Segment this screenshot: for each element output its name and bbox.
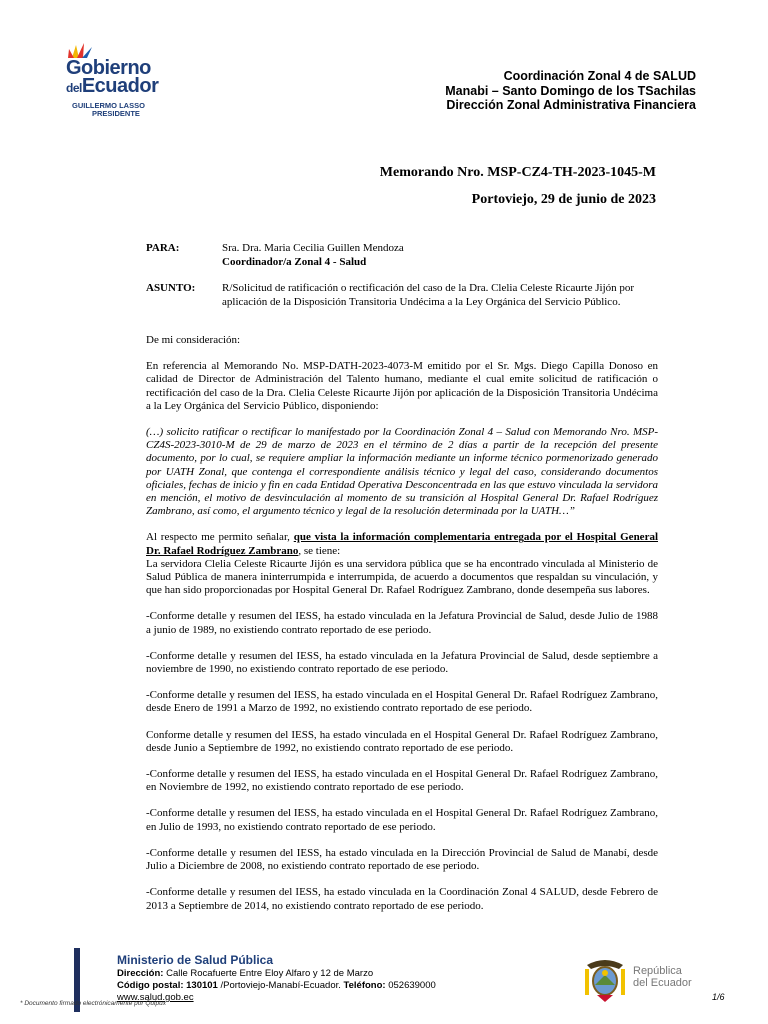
list-item: -Conforme detalle y resumen del IESS, ha estado vinculada en la Jefatura Provincial de Salud, desde septiembre a noviembre de 1990, no existiendo contrato reportado de ese periodo.: [146, 649, 658, 676]
list-item: -Conforme detalle y resumen del IESS, ha estado vinculada en la Dirección Provincial de Salud de Manabí, desde Julio a Diciembre de 2008, no existiendo contrato reportado de ese periodo.: [146, 846, 658, 873]
para-block: [222, 241, 662, 269]
para-label: PARA:: [146, 242, 180, 254]
logo-word-gobierno: Gobierno: [66, 57, 151, 79]
page-number: 1/6: [712, 992, 725, 1002]
paragraph-employee: La servidora Clelia Celeste Ricaurte Jijón es una servidora pública que se ha encontrado vinculada al Ministerio de Salud Pública de manera ininterrumpida e interrumpida, de acuerdo a documentos que respaldan su vinculación, y que han sido proporcionadas por Hospital General Dr. Rafael Rodríguez Zambrano, donde desempeña sus labores.: [146, 557, 658, 597]
memo-body: [146, 334, 658, 926]
paragraph-reference: En referencia al Memorando No. MSP-DATH-2023-4073-M emitido por el Sr. Mgs. Diego Capilla Donoso en calidad de Director de Administración del Talento humano, mediante el cual emite solicitud de ratificación o rectificación del caso de la Dra. Clelia Celeste Ricaurte Jijón por aplicación de la Disposición Transitoria Undécima a la Ley Orgánica del Servicio Público, disponiendo:: [146, 360, 658, 412]
footer-address: Dirección: Calle Rocafuerte Entre Eloy Alfaro y 12 de Marzo: [117, 968, 374, 979]
list-item: -Conforme detalle y resumen del IESS, ha estado vinculada en el Hospital General Dr. Rafael Rodríguez Zambrano, en Julio de 1993, no existiendo contrato reportado de ese periodo.: [146, 807, 658, 833]
gobierno-logo: [60, 44, 180, 118]
republica-logo: [583, 955, 703, 1005]
list-item: Conforme detalle y resumen del IESS, ha estado vinculada en el Hospital General Dr. Rafael Rodríguez Zambrano, desde Junio a Septiembre de 1992, no existiendo contrato reportado de ese periodo.: [146, 728, 658, 754]
logo-word-ecuador: delEcuador: [66, 75, 159, 97]
asunto-label: ASUNTO:: [146, 282, 196, 294]
letterhead-line-3: Dirección Zonal Administrativa Financiera: [446, 98, 696, 112]
list-item: -Conforme detalle y resumen del IESS, ha estado vinculada en el Hospital General Dr. Rafael Rodríguez Zambrano, en Noviembre de 1992, no existiendo contrato reportado de ese periodo.: [146, 768, 658, 794]
list-item: -Conforme detalle y resumen del IESS, ha estado vinculada en la Jefatura Provincial de Salud, desde Julio de 1988 a junio de 1989, no existiendo contrato reportado de ese periodo.: [146, 610, 658, 636]
asunto-text: R/Solicitud de ratificación o rectificación del caso de la Dra. Clelia Celeste Ricaurte Jijón por aplicación de la Disposición Transitoria Undécima a la Ley Orgánica del Servicio Público.: [222, 282, 635, 308]
footer-contact: [117, 953, 436, 1004]
letterhead-line-2: Manabi – Santo Domingo de los TSachilas: [445, 83, 696, 98]
coat-of-arms-icon: [583, 955, 627, 1003]
footer-postal: Código postal: 130101 /Portoviejo-Manabí-Ecuador. Teléfono: 052639000: [117, 980, 436, 991]
quoted-request: (…) solicito ratificar o rectificar lo manifestado por la Coordinación Zonal 4 – Salud con Memorando Nro. MSP-CZ4S-2023-3010-M de 29 de marzo de 2023 en el término de 2 días a partir de la recepción del presente documento, por lo cual, se requiere ampliar la información mediante un informe técnico pormenorizado generado por UATH Zonal, que contenga el correspondiente análisis técnico y legal del caso, considerando documentos oficiales, fechas de inicio y fin en cada Entidad Operativa Desconcentrada en las que estuvo vinculada la servidora en mención, el motivo de desvinculación al momento de su transición al Hospital General Dr. Rafael Rodríguez Zambrano, así como, el argumento técnico y legal de la resolución determinada por la UATH…”: [146, 426, 658, 518]
signature-note: * Documento firmado electrónicamente por Quipux: [20, 1000, 166, 1007]
paragraph-finding: Al respecto me permito señalar, que vista la información complementaria entregada por el Hospital General Dr. Rafael Rodríguez Zambrano, se tiene:: [146, 531, 659, 557]
republica-wordmark: República del Ecuador: [633, 965, 692, 989]
letterhead-line-1: Coordinación Zonal 4 de SALUD: [503, 69, 696, 83]
recipient-name: Sra. Dra. Maria Cecilia Guillen Mendoza: [222, 242, 404, 254]
ministry-name: Ministerio de Salud Pública: [117, 953, 274, 967]
list-item: -Conforme detalle y resumen del IESS, ha estado vinculada en la Coordinación Zonal 4 SALUD, desde Febrero de 2013 a Septiembre de 2014, no existiendo contrato reportado de ese periodo.: [146, 886, 658, 912]
letterhead: [445, 69, 696, 113]
memo-number: Memorando Nro. MSP-CZ4-TH-2023-1045-M: [379, 165, 656, 180]
website-link[interactable]: www.salud.gob.ec: [117, 992, 194, 1003]
memo-date: Portoviejo, 29 de junio de 2023: [471, 192, 656, 207]
logo-president-title: PRESIDENTE: [92, 109, 140, 118]
recipient-title: Coordinador/a Zonal 4 - Salud: [222, 256, 367, 268]
underlined-statement: que vista la información complementaria entregada por el Hospital General Dr. Rafael Rodríguez Zambrano: [146, 531, 659, 557]
list-item: -Conforme detalle y resumen del IESS, ha estado vinculada en el Hospital General Dr. Rafael Rodríguez Zambrano, desde Enero de 1991 a Marzo de 1992, no existiendo contrato reportado de ese periodo.: [146, 689, 658, 715]
greeting: De mi consideración:: [146, 334, 241, 346]
logo-president-name: GUILLERMO LASSO: [72, 101, 145, 110]
